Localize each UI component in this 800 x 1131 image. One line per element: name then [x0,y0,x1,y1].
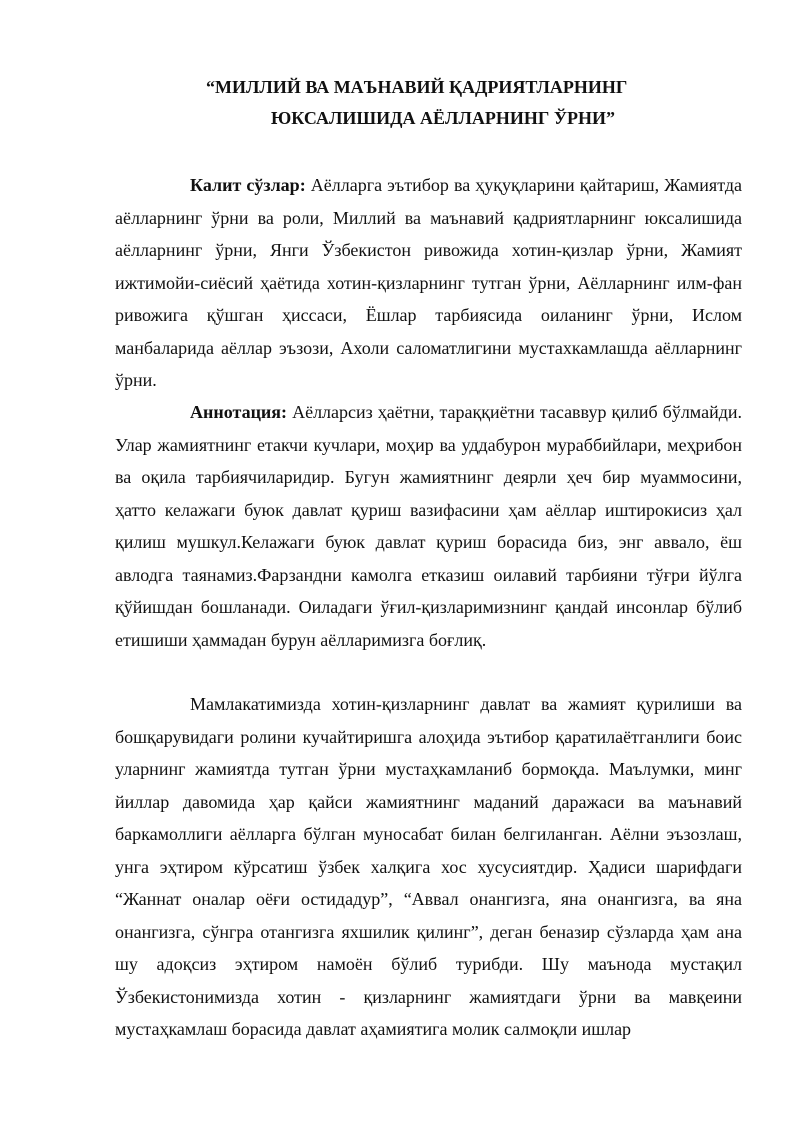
annotation-paragraph [115,396,742,656]
annotation-text: Аёлларсиз ҳаётни, тараққиётни тасаввур қилиб бўлмайди. Улар жамиятнинг етакчи кучлари, моҳир ва уддабурон мураббийлари, меҳрибон ва оқила тарбиячиларидир. Бугун жамиятнинг деярли ҳеч бир муаммосини, ҳатто келажаги буюк давлат қуриш вазифасини ҳам аёллар иштирокисиз ҳал қилиш мушкул.Келажаги буюк давлат қуриш борасида биз, энг аввало, ёш авлодга таянамиз.Фарзандни камолга етказиш оилавий тарбияни тўғри йўлга қўйишдан бошланади. Оиладаги ўғил-қизларимизнинг қандай инсонлар бўлиб етишиши ҳаммадан бурун аёлларимизга боғлиқ. [115,402,742,650]
keywords-text: Аёлларга эътибор ва ҳуқуқларини қайтариш, Жамиятда аёлларнинг ўрни ва роли, Миллий ва маънавий қадриятларнинг юксалишида аёлларнинг ўрни, Янги Ўзбекистон ривожида хотин-қизлар ўрни, Жамият ижтимойи-сиёсий ҳаётида хотин-қизларнинг тутган ўрни, Аёлларнинг илм-фан ривожига қўшган ҳиссаси, Ёшлар тарбиясида оиланинг ўрни, Ислом манбаларида аёллар эъзози, Ахоли саломатлигини мустахкамлашда аёлларнинг ўрни. [115,175,742,390]
keywords-paragraph [115,169,742,397]
keywords-label: Калит сўзлар: [190,175,306,195]
body-paragraph: Мамлакатимизда хотин-қизларнинг давлат ва жамият қурилиши ва бошқарувидаги ролини кучайтиришга алоҳида эътибор қаратилаётганлиги боис уларнинг жамиятда тутган ўрни мустаҳкамланиб бормоқда. Маълумки, минг йиллар давомида ҳар қайси жамиятнинг маданий даражаси ва маънавий баркамоллиги аёлларга бўлган муносабат билан белгиланган. Аёлни эъзозлаш, унга эҳтиром кўрсатиш ўзбек халқига хос хусусиятдир. Ҳадиси шарифдаги “Жаннат оналар оёғи остидадур”, “Аввал онангизга, яна онангизга, ва яна онангизга, сўнгра отангизга яхшилик қилинг”, деган беназир сўзларда ҳам ана шу адоқсиз эҳтиром намоён бўлиб турибди. Шу маънода мустақил Ўзбекистонимизда хотин - қизларнинг жамиятдаги ўрни ва мавқеини мустаҳкамлаш борасида давлат аҳамиятига молик салмоқли ишлар [115,694,742,1039]
title-line-2: ЮКСАЛИШИДА АЁЛЛАРНИНГ ЎРНИ” [271,108,616,128]
title-line-1: “МИЛЛИЙ ВА МАЪНАВИЙ ҚАДРИЯТЛАРНИНГ [206,77,628,97]
annotation-label: Аннотация: [190,402,288,422]
